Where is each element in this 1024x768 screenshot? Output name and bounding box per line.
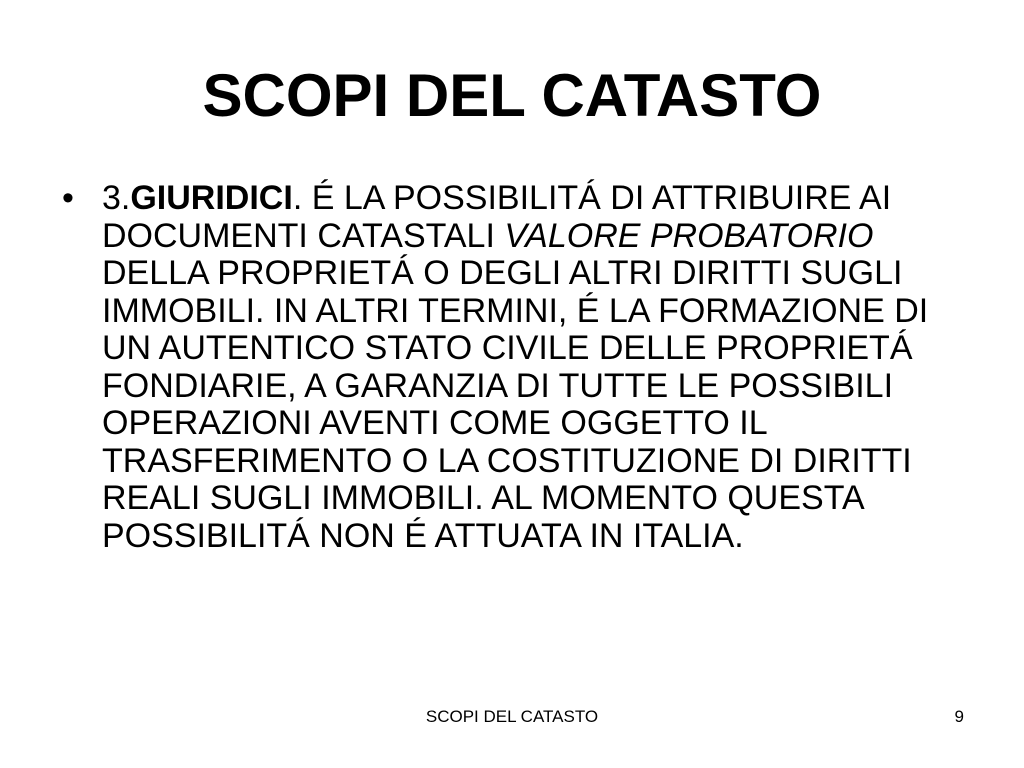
page-number: 9	[954, 707, 964, 726]
item-italic-phrase: VALORE PROBATORIO	[504, 216, 874, 255]
slide-title: SCOPI DEL CATASTO	[202, 62, 822, 129]
item-intro-text: . É LA POSSIBILITÁ DI ATTRIBUIRE AI DOCUMENTI CATASTALI	[102, 179, 892, 255]
bullet-icon: •	[62, 179, 74, 217]
bullet-list	[62, 180, 972, 555]
item-body-text: DELLA PROPRIETÁ O DEGLI ALTRI DIRITTI SUGLI IMMOBILI. IN ALTRI TERMINI, É LA FORMAZIONE DI UN AUTENTICO STATO CIVILE DELLE PROPRIETÁ FONDIARIE, A GARANZIA DI TUTTE LE POSSIBILI OPERAZIONI AVENTI COME OGGETTO IL TRASFERIMENTO O LA COSTITUZIONE DI DIRITTI REALI SUGLI IMMOBILI. AL MOMENTO QUESTA POSSIBILITÁ NON É ATTUATA IN ITALIA.	[102, 254, 929, 555]
bullet-item	[62, 180, 972, 555]
footer-title: SCOPI DEL CATASTO	[425, 707, 599, 726]
item-heading: GIURIDICI	[130, 179, 293, 217]
item-number: 3.	[102, 179, 131, 217]
